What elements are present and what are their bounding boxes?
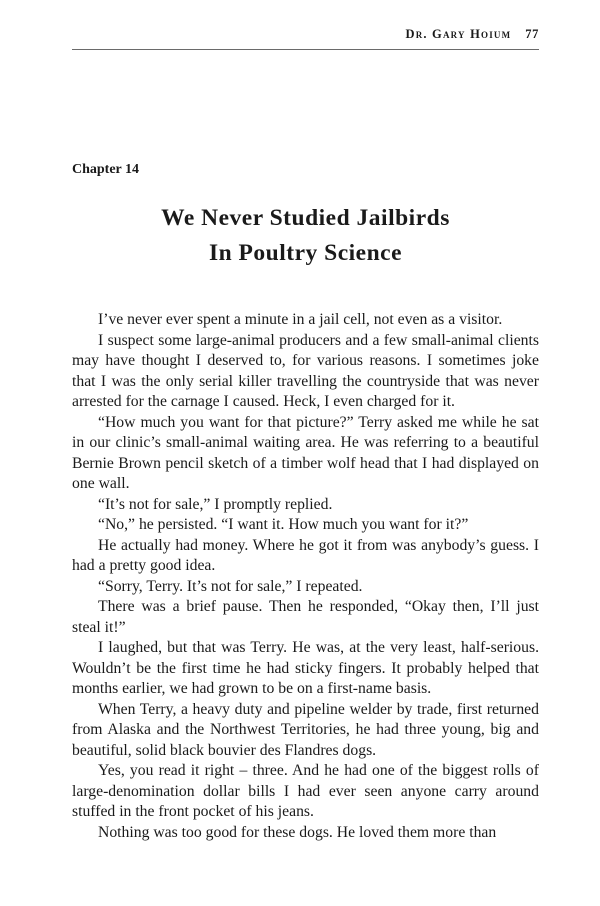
paragraph: “No,” he persisted. “I want it. How much you want for it?” bbox=[98, 516, 469, 533]
paragraph: “How much you want for that picture?” Terry asked me while he sat in our clinic’s small-animal waiting area. He was referring to a beautiful Bernie Brown pencil sketch of a timber wolf head that I had displayed on one wall. bbox=[72, 413, 539, 492]
running-head bbox=[405, 27, 539, 42]
chapter-label: Chapter 14 bbox=[72, 162, 140, 177]
chapter-title bbox=[72, 201, 539, 271]
body-text bbox=[72, 310, 539, 843]
paragraph: “Sorry, Terry. It’s not for sale,” I repeated. bbox=[98, 577, 363, 595]
paragraph: I laughed, but that was Terry. He was, at the very least, half-serious. Wouldn’t be the first time he had sticky fingers. It probably helped that months earlier, we had grown to be on a first-name basis. bbox=[72, 639, 539, 697]
header-rule bbox=[72, 49, 539, 50]
paragraph: I suspect some large-animal producers and a few small-animal clients may have thought I deserved to, for various reasons. I sometimes joke that I was the only serial killer travelling the countryside that was never arrested for the carnage I caused. Heck, I even charged for it. bbox=[72, 331, 539, 410]
chapter-title-line-1: We Never Studied Jailbirds bbox=[161, 205, 450, 231]
paragraph: There was a brief pause. Then he responded, “Okay then, I’ll just steal it!” bbox=[72, 598, 539, 636]
paragraph: He actually had money. Where he got it from was anybody’s guess. I had a pretty good idea. bbox=[72, 536, 539, 574]
paragraph: Yes, you read it right – three. And he had one of the biggest rolls of large-denomination dollar bills I had ever seen anyone carry around stuffed in the front pocket of his jeans. bbox=[72, 762, 539, 820]
chapter-title-line-2: In Poultry Science bbox=[208, 240, 403, 266]
paragraph: When Terry, a heavy duty and pipeline welder by trade, first returned from Alaska and the Northwest Territories, he had three young, big and beautiful, solid black bouvier des Flandres dogs. bbox=[72, 700, 539, 759]
running-head-author: Dr. Gary Hoium bbox=[405, 27, 512, 41]
paragraph: “It’s not for sale,” I promptly replied. bbox=[98, 495, 333, 513]
page-number: 77 bbox=[525, 27, 539, 41]
paragraph: I’ve never ever spent a minute in a jail cell, not even as a visitor. bbox=[98, 311, 503, 328]
paragraph: Nothing was too good for these dogs. He loved them more than bbox=[98, 823, 497, 841]
